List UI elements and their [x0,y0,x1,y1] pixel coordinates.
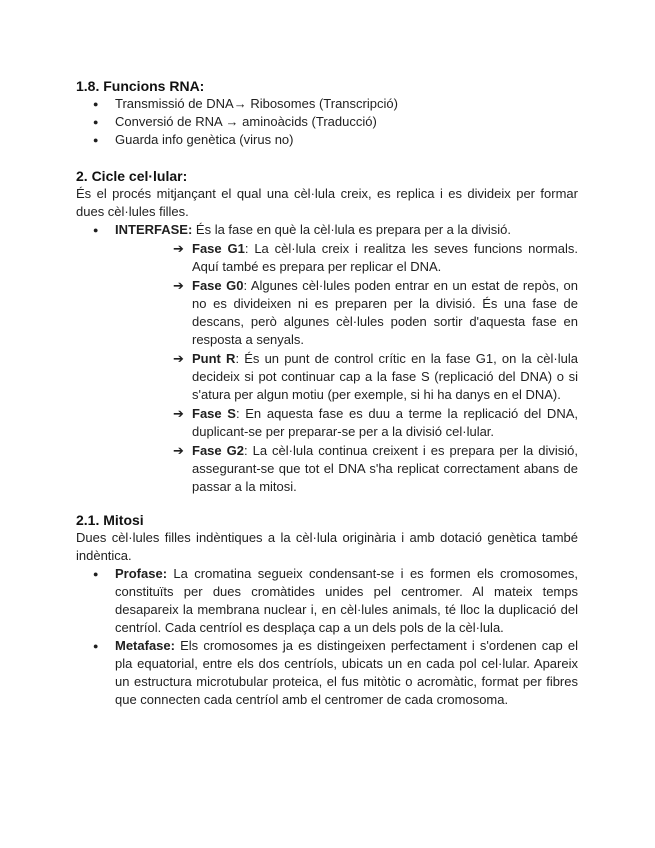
arrow-icon: ➔ [173,278,184,293]
phase-text: : La cèl·lula creix i realitza les seves funcions normals. Aquí també es prepara per replicar el DNA. [192,241,578,274]
section-mitosi [76,511,578,709]
arrow-icon: ➔ [173,443,184,458]
phase-item [115,350,578,404]
interfase-text: És la fase en què la cèl·lula es prepara per a la divisió. [192,222,511,237]
phase-label: Fase G0 [192,278,244,293]
arrow-icon: ➔ [173,241,184,256]
section-cicle-cellular [76,167,578,497]
rna-function-list [76,95,578,149]
arrow-icon: ➔ [173,351,184,366]
list-item-metafase [76,637,578,709]
arrow-icon: ➔ [173,406,184,421]
section-heading-mitosi: 2.1. Mitosi [76,512,144,528]
item-text: Els cromosomes ja es distingeixen perfectament i s'ordenen cap el pla equatorial, entre els dos centríols, ubicats un en cada pol cel·lular. Apareix un estructura microtubular proteica, el fus mitòtic o acromàtic, format per fibres que connecten cada centríol amb el centromer de cada cromosoma. [115,638,578,707]
phase-label: Fase S [192,406,236,421]
section-funcions-rna [76,77,578,149]
phase-text: : Algunes cèl·lules poden entrar en un estat de repòs, on no es divideixen ni es preparen per la divisió. És una fase de descans, però algunes cèl·lules poden sortir d'aquesta fase en resposta a senyals. [192,278,578,347]
phase-label: Punt R [192,351,236,366]
item-label: Profase: [115,566,168,581]
interfase-phase-list [115,240,578,496]
list-item: ● Guarda info genètica (virus no) [76,131,578,149]
item-label: Metafase: [115,638,175,653]
phase-item [115,442,578,496]
cicle-intro-paragraph: És el procés mitjançant el qual una cèl·lula creix, es replica i es divideix per formar dues cèl·lules filles. [76,186,578,219]
phase-label: Fase G1 [192,241,245,256]
list-item: ● Conversió de RNA → aminoàcids (Traducció) [76,113,578,131]
phase-item [115,277,578,349]
item-text: La cromatina segueix condensant-se i es formen els cromosomes, constituïts per dues cromàtides unides pel centromer. Al mateix temps desapareix la membrana nuclear i, en cèl·lules animals, té lloc la duplicació del centríol. Cada centríol es desplaça cap a un dels pols de la cèl·lula. [115,566,578,635]
phase-item [115,405,578,441]
list-item-profase [76,565,578,637]
cicle-list [76,221,578,496]
section-heading-cicle-cellular: 2. Cicle cel·lular: [76,168,188,184]
mitosi-intro-paragraph: Dues cèl·lules filles indèntiques a la cèl·lula originària i amb dotació genètica també indèntica. [76,530,578,563]
list-item-interfase [76,221,578,496]
phase-text: : En aquesta fase es duu a terme la replicació del DNA, duplicant-se per preparar-se per a la divisió cel·lular. [192,406,578,439]
phase-text: : La cèl·lula continua creixent i es prepara per la divisió, assegurant-se que tot el DNA s'ha replicat correctament abans de passar a la mitosi. [192,443,578,494]
phase-label: Fase G2 [192,443,244,458]
interfase-label: INTERFASE: [115,222,193,237]
phase-text: : És un punt de control crític en la fase G1, on la cèl·lula decideix si pot continuar cap a la fase S (replicació del DNA) o si s'atura per algun motiu (per exemple, si hi ha danys en el DNA). [192,351,578,402]
list-item: ● Transmissió de DNA→ Ribosomes (Transcripció) [76,95,578,113]
mitosi-list [76,565,578,709]
section-heading-funcions-rna: 1.8. Funcions RNA: [76,78,205,94]
phase-item [115,240,578,276]
